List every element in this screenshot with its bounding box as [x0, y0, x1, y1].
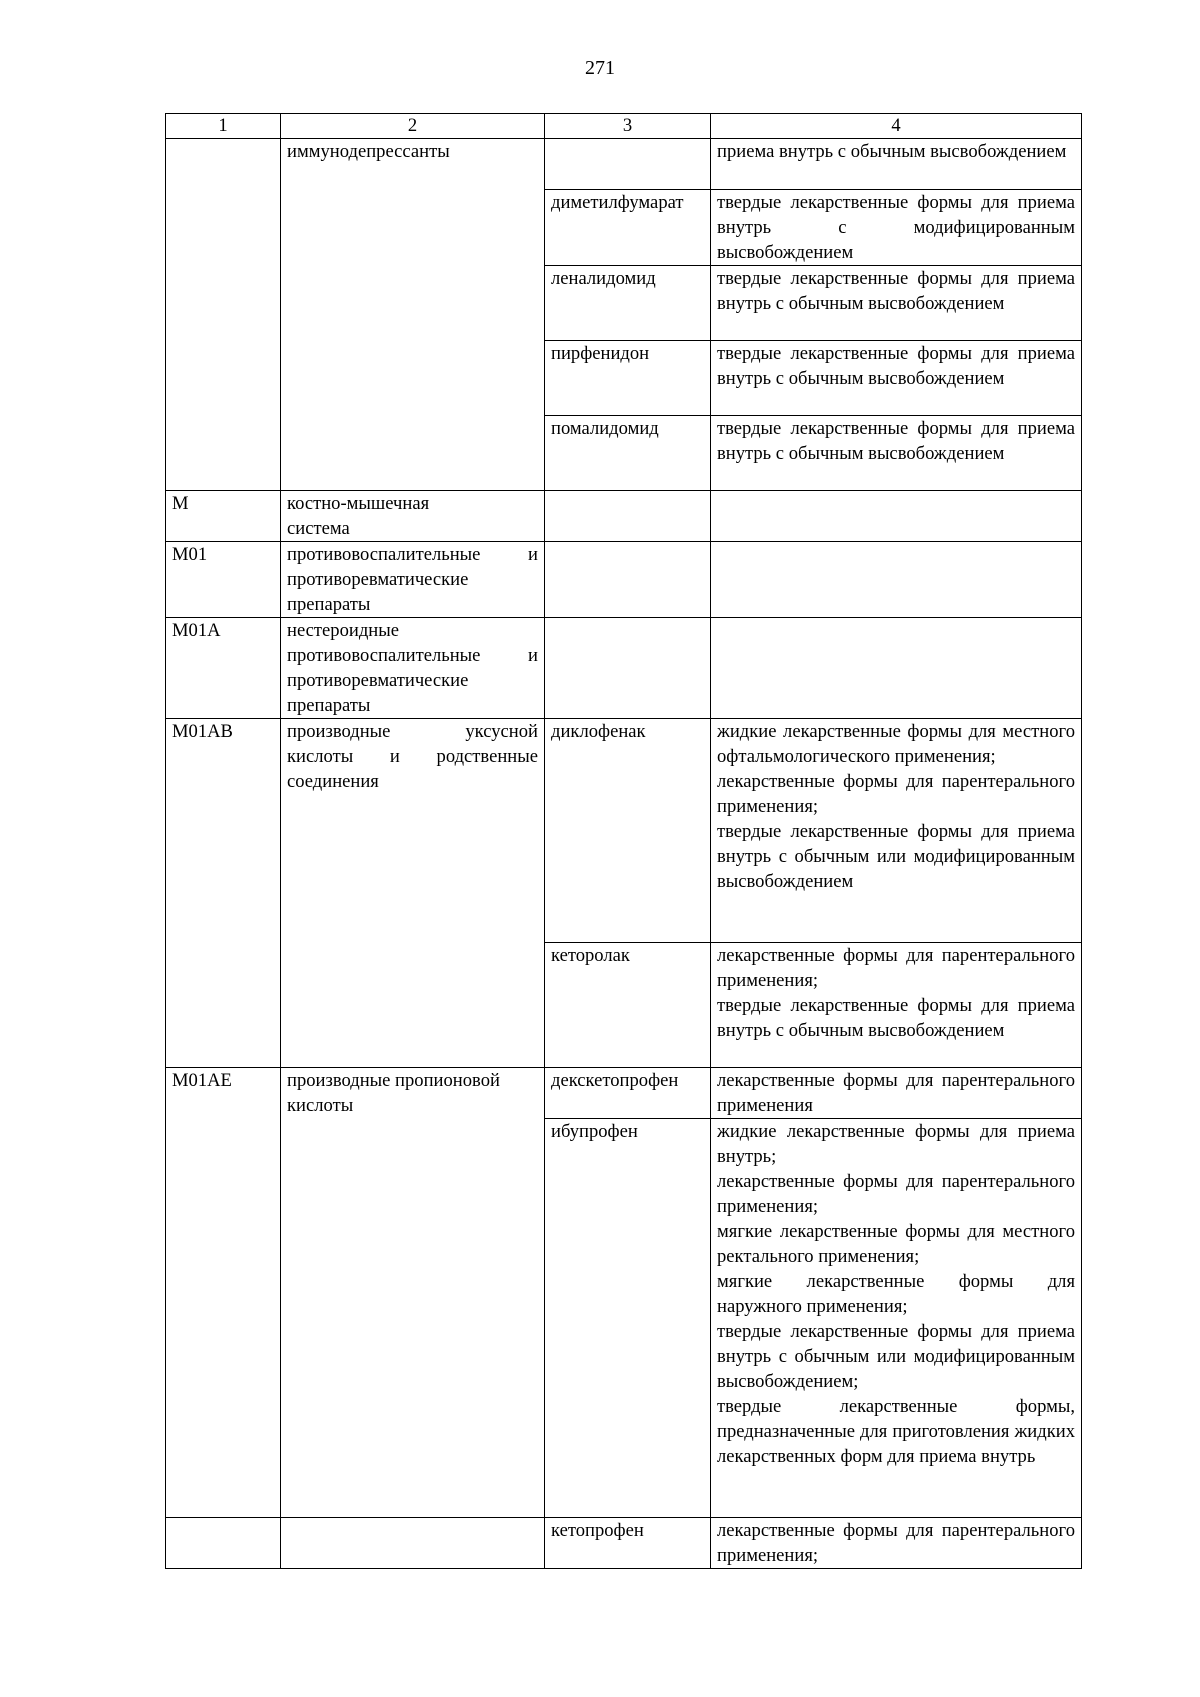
drug-table [165, 113, 1082, 1569]
atc-code-cell: M [166, 491, 281, 542]
table-row [166, 618, 1082, 719]
group-name-cell: иммунодепрессанты [281, 139, 545, 491]
group-name-cell: производные уксусной кислоты и родственные соединения [281, 719, 545, 1068]
group-name-cell [281, 1518, 545, 1569]
table-row [166, 542, 1082, 618]
atc-code-cell [166, 1518, 281, 1569]
dosage-form-cell [711, 1518, 1082, 1569]
table-row [166, 1068, 1082, 1119]
dosage-form-line: твердые лекарственные формы для приема внутрь с обычным или модифицированным высвобождением [717, 821, 1075, 892]
drug-name-cell: декскетопрофен [545, 1068, 711, 1119]
table-row [166, 491, 1082, 542]
drug-name-cell: леналидомид [545, 266, 711, 341]
group-name-cell: противовоспалительные и противоревматические препараты [281, 542, 545, 618]
drug-name-cell: кетопрофен [545, 1518, 711, 1569]
dosage-form-cell: приема внутрь с обычным высвобождением [711, 139, 1082, 190]
atc-code-cell: M01AE [166, 1068, 281, 1518]
header-col-1: 1 [166, 114, 281, 139]
atc-code-cell: M01AB [166, 719, 281, 1068]
dosage-form-cell [711, 491, 1082, 542]
atc-code-cell: M01A [166, 618, 281, 719]
header-col-2: 2 [281, 114, 545, 139]
dosage-form-line: лекарственные формы для парентерального применения; [717, 771, 1075, 817]
drug-name-cell: диметилфумарат [545, 190, 711, 266]
group-name-cell: костно-мышечная система [281, 491, 545, 542]
drug-name-cell [545, 491, 711, 542]
dosage-form-cell: твердые лекарственные формы для приема внутрь с обычным высвобождением [711, 341, 1082, 416]
dosage-form-line: твердые лекарственные формы для приема внутрь с обычным высвобождением [717, 995, 1075, 1041]
dosage-form-line: лекарственные формы для парентерального применения; [717, 945, 1075, 991]
header-col-3: 3 [545, 114, 711, 139]
dosage-form-line: мягкие лекарственные формы для местного ректального применения; [717, 1221, 1075, 1267]
drug-name-cell: кеторолак [545, 943, 711, 1068]
dosage-form-cell [711, 542, 1082, 618]
drug-name-cell: пирфенидон [545, 341, 711, 416]
drug-name-cell: помалидомид [545, 416, 711, 491]
group-name-cell: производные пропионовой кислоты [281, 1068, 545, 1518]
dosage-form-line: лекарственные формы для парентерального применения; [717, 1171, 1075, 1217]
table-row [166, 719, 1082, 943]
dosage-form-cell [711, 1119, 1082, 1518]
drug-name-cell [545, 542, 711, 618]
drug-name-cell: диклофенак [545, 719, 711, 943]
dosage-form-cell: твердые лекарственные формы для приема внутрь с модифицированным высвобождением [711, 190, 1082, 266]
dosage-form-line: мягкие лекарственные формы для наружного применения; [717, 1271, 1075, 1317]
table-header-row [166, 114, 1082, 139]
dosage-form-line: жидкие лекарственные формы для приема внутрь; [717, 1121, 1075, 1167]
dosage-form-cell [711, 618, 1082, 719]
dosage-form-cell [711, 1068, 1082, 1119]
table-row [166, 139, 1082, 190]
drug-name-cell: ибупрофен [545, 1119, 711, 1518]
dosage-form-line: твердые лекарственные формы для приема внутрь с обычным или модифицированным высвобождением; [717, 1321, 1075, 1392]
dosage-form-cell [711, 943, 1082, 1068]
dosage-form-line: лекарственные формы для парентерального применения [717, 1070, 1075, 1116]
page-number: 271 [585, 57, 615, 79]
dosage-form-line: твердые лекарственные формы, предназначенные для приготовления жидких лекарственных форм для приема внутрь [717, 1396, 1075, 1467]
header-col-4: 4 [711, 114, 1082, 139]
atc-code-cell: M01 [166, 542, 281, 618]
dosage-form-line: жидкие лекарственные формы для местного офтальмологического применения; [717, 721, 1075, 767]
group-name-cell: нестероидные противовоспалительные и противоревматические препараты [281, 618, 545, 719]
dosage-form-cell [711, 719, 1082, 943]
atc-code-cell [166, 139, 281, 491]
drug-name-cell [545, 139, 711, 190]
dosage-form-line: лекарственные формы для парентерального применения; [717, 1520, 1075, 1566]
dosage-form-cell: твердые лекарственные формы для приема внутрь с обычным высвобождением [711, 416, 1082, 491]
dosage-form-cell: твердые лекарственные формы для приема внутрь с обычным высвобождением [711, 266, 1082, 341]
drug-name-cell [545, 618, 711, 719]
table-row [166, 1518, 1082, 1569]
